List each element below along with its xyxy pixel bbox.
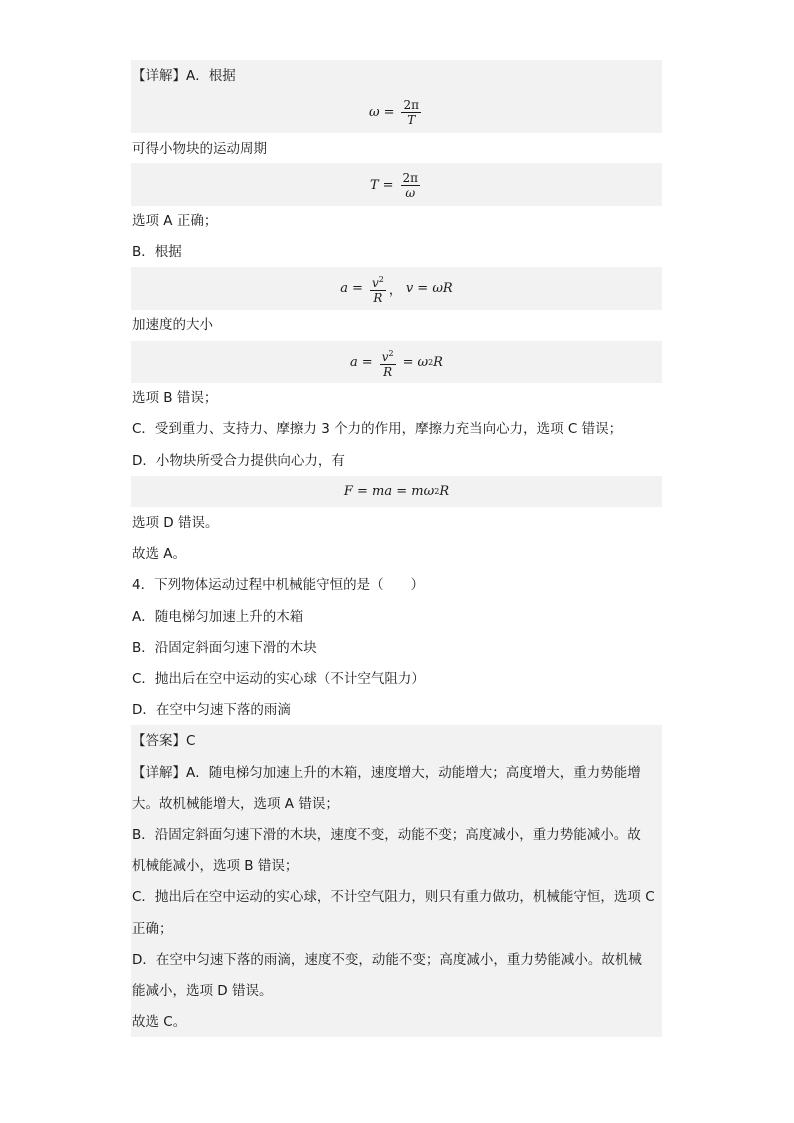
answer-detail-c-2: 正确； <box>132 921 173 937</box>
answer-detail-b-2: 机械能减小，选项 B 错误； <box>132 858 299 874</box>
answer-detail-b-1: B．沿固定斜面匀速下滑的木块，速度不变，动能不变；高度减小，重力势能减小。故 <box>132 827 641 843</box>
text-option-a-correct: 选项 A 正确； <box>132 213 218 229</box>
fraction: $\frac{2\pi}{\omega}$ <box>402 170 419 200</box>
fraction: $\frac{2\pi}{T}$ <box>403 97 420 127</box>
question-4-option-d: D．在空中匀速下落的雨滴 <box>132 702 291 718</box>
answer-detail-c-1: C．抛出后在空中运动的实心球，不计空气阻力，则只有重力做功，机械能守恒，选项 C <box>132 889 655 905</box>
text-period: 可得小物块的运动周期 <box>132 141 267 157</box>
answer-detail-a-1: 【详解】A．随电梯匀加速上升的木箱，速度增大，动能增大；高度增大，重力势能增 <box>132 765 641 781</box>
answer-choose-c: 故选 C。 <box>132 1014 187 1030</box>
formula-accel-magnitude: a = $\frac{v^2}{R}$ = ω 2 R <box>350 348 443 379</box>
formula-omega: ω = $\frac{2\pi}{T}$ <box>368 97 420 127</box>
text-option-d-wrong: 选项 D 错误。 <box>132 515 219 531</box>
question-4-option-c: C．抛出后在空中运动的实心球（不计空气阻力） <box>132 671 425 687</box>
text-accel-magnitude: 加速度的大小 <box>132 317 213 333</box>
text-d-basis: D．小物块所受合力提供向心力，有 <box>132 453 345 469</box>
text-option-b-wrong: 选项 B 错误； <box>132 390 218 406</box>
answer-detail-a-2: 大。故机械能增大，选项 A 错误； <box>132 796 339 812</box>
question-4-stem: 4．下列物体运动过程中机械能守恒的是（ ） <box>132 577 425 593</box>
formula-period: T = $\frac{2\pi}{\omega}$ <box>369 170 419 200</box>
text-choose-a: 故选 A。 <box>132 546 187 562</box>
question-4-option-a: A．随电梯匀加速上升的木箱 <box>132 609 304 625</box>
fraction: $\frac{v^2}{R}$ <box>371 274 384 305</box>
answer-detail-d-1: D．在空中匀速下落的雨滴，速度不变，动能不变；高度减小，重力势能减小。故机械 <box>132 952 642 968</box>
formula-acceleration: a = $\frac{v^2}{R}$ ， v = ωR <box>340 274 453 305</box>
text-b-basis: B．根据 <box>132 244 182 260</box>
answer-label: 【答案】C <box>132 733 196 749</box>
question-4-option-b: B．沿固定斜面匀速下滑的木块 <box>132 640 317 656</box>
text-option-c-wrong: C．受到重力、支持力、摩擦力 3 个力的作用，摩擦力充当向心力，选项 C 错误； <box>132 421 623 437</box>
answer-detail-d-2: 能减小，选项 D 错误。 <box>132 983 273 999</box>
fraction: $\frac{v^2}{R}$ <box>381 348 394 379</box>
detail-intro: 【详解】A．根据 <box>132 68 236 84</box>
formula-force: F = ma = mω 2 R <box>343 484 450 499</box>
